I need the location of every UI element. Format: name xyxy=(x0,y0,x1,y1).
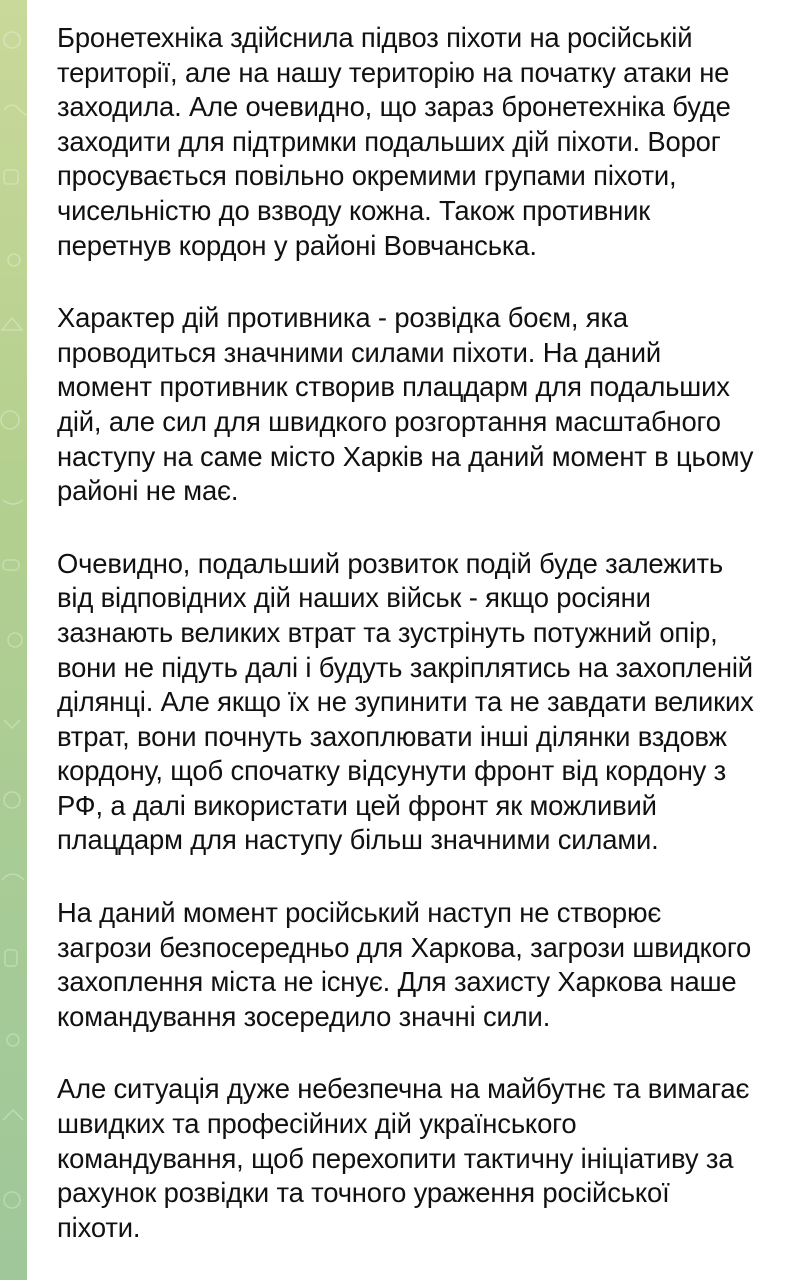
message-paragraph-1: Бронетехніка здійснила підвоз піхоти на російській території, але на нашу територію на початку атаки не заходила. Але очевидно, що зараз бронетехніка буде заходити для підтримки подальших дій піхоти. Ворог просувається повільно окремими групами піхоти, чисельністю до взводу кожна. Також противник перетнув кордон у районі Вовчанська. xyxy=(57,22,731,261)
message-paragraph-2: Характер дій противника - розвідка боєм, яка проводиться значними силами піхоти. На даний момент противник створив плацдарм для подальших дій, але сил для швидкого розгортання масштабного наступу на саме місто Харків на даний момент в цьому районі не має. xyxy=(57,302,754,507)
message-bubble[interactable] xyxy=(27,0,811,1280)
message-paragraph-5: Але ситуація дуже небезпечна на майбутнє та вимагає швидких та професійних дій українського командування, щоб перехопити тактичну ініціативу за рахунок розвідки та точного ураження російської піхоти. xyxy=(57,1073,750,1243)
message-paragraph-3: Очевидно, подальший розвиток подій буде залежить від відповідних дій наших військ - якщо росіяни зазнають великих втрат та зустрінуть потужний опір, вони не підуть далі і будуть закріплятись на захопленій ділянці. Але якщо їх не зупинити та не завдати великих втрат, вони почнуть захоплювати інші ділянки вздовж кордону, щоб спочатку відсунути фронт від кордону з РФ, а далі використати цей фронт як можливий плацдарм для наступу більш значними силами. xyxy=(57,547,754,856)
message-paragraph-4: На даний момент російський наступ не створює загрози безпосередньо для Харкова, загрози швидкого захоплення міста не існує. Для захисту Харкова наше командування зосередило значні сили. xyxy=(57,897,752,1032)
